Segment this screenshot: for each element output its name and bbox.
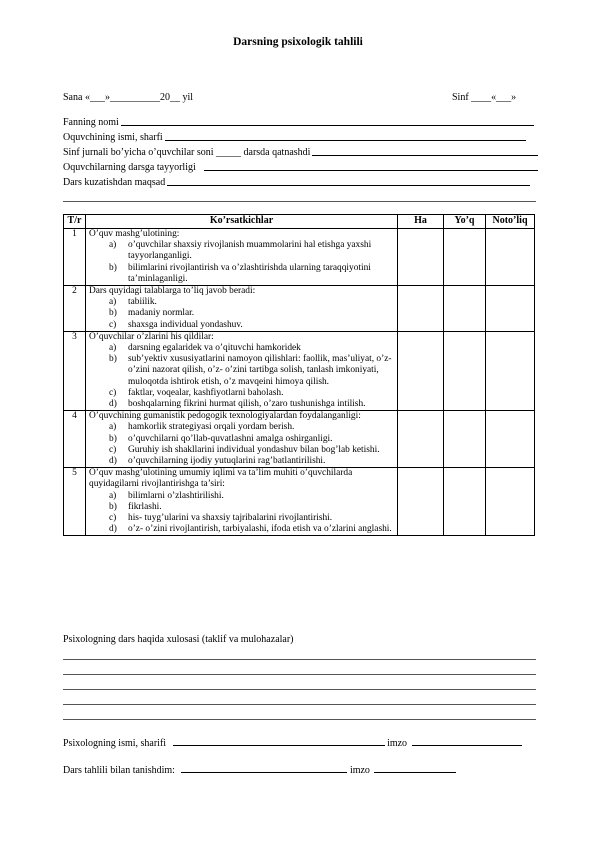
student-name-field[interactable] bbox=[63, 130, 526, 143]
item-text: darsning egalaridek va o’qituvchi hamkoridek bbox=[128, 343, 301, 354]
item-marker: a) bbox=[109, 297, 117, 308]
item-marker: a) bbox=[109, 240, 117, 251]
criteria-cell bbox=[86, 468, 398, 536]
list-item bbox=[89, 308, 394, 319]
item-text: fikrlashi. bbox=[128, 501, 162, 512]
row-number: 5 bbox=[64, 468, 86, 536]
item-text: tabiilik. bbox=[128, 297, 157, 308]
table-row bbox=[64, 331, 535, 410]
readiness-line[interactable] bbox=[204, 170, 538, 171]
row-number: 4 bbox=[64, 411, 86, 468]
subject-name-label: Fanning nomi bbox=[63, 117, 119, 128]
readiness-label: Oquvchilarning darsga tayyorligi bbox=[63, 162, 196, 173]
readiness-field[interactable] bbox=[63, 160, 538, 173]
yes-cell[interactable] bbox=[398, 331, 444, 410]
item-marker: d) bbox=[109, 456, 117, 467]
subject-name-field[interactable] bbox=[63, 115, 534, 128]
list-item bbox=[89, 297, 394, 308]
attendance-line[interactable] bbox=[312, 155, 538, 156]
criteria-table bbox=[63, 214, 535, 536]
psychologist-name-label: Psixologning ismi, sharifi bbox=[63, 738, 167, 749]
no-cell[interactable] bbox=[444, 411, 486, 468]
table-row bbox=[64, 286, 535, 332]
row-number: 2 bbox=[64, 286, 86, 332]
list-item bbox=[89, 388, 394, 399]
item-marker: c) bbox=[109, 387, 117, 398]
item-marker: b) bbox=[109, 501, 117, 512]
item-text: o’z- o’zini rivojlantirish, tarbiyalashi, ifoda etish va o’zlarini anglashi. bbox=[128, 524, 392, 535]
psychologist-sign-line[interactable] bbox=[412, 745, 522, 746]
document-title: Darsning psixologik tahlili bbox=[233, 36, 363, 48]
item-marker: d) bbox=[109, 524, 117, 535]
item-marker: c) bbox=[109, 513, 117, 524]
partial-cell[interactable] bbox=[486, 468, 535, 536]
list-item bbox=[89, 434, 394, 445]
item-marker: d) bbox=[109, 399, 117, 410]
list-item bbox=[89, 399, 394, 410]
familiar-signature-row bbox=[63, 765, 456, 776]
item-text: o’quvchilarning ijodiy yutuqlarini rag’batlantirilishi. bbox=[128, 456, 326, 467]
row-number: 3 bbox=[64, 331, 86, 410]
criteria-heading: O’quvchining gumanistik pedogogik texnologiyalardan foydalanganligi: bbox=[89, 411, 361, 422]
table-row bbox=[64, 411, 535, 468]
familiar-label: Dars tahlili bilan tanishdim: bbox=[63, 765, 175, 776]
attendance-field[interactable] bbox=[63, 145, 538, 158]
list-item bbox=[89, 354, 394, 388]
col-header-number: T/r bbox=[64, 215, 86, 229]
item-text: o’quvchilarni qo’llab-quvatlashni amalga oshirganligi. bbox=[128, 433, 333, 444]
item-marker: a) bbox=[109, 490, 117, 501]
psychologist-signature-row bbox=[63, 738, 522, 749]
item-marker: c) bbox=[109, 444, 117, 455]
partial-cell[interactable] bbox=[486, 411, 535, 468]
list-item bbox=[89, 422, 394, 433]
item-text: madaniy normlar. bbox=[128, 308, 195, 319]
item-text: Guruhiy ish shakllarini individual yondashuv bilan bog’lab ketishi. bbox=[128, 444, 380, 455]
table-header-row bbox=[64, 215, 535, 229]
item-text: o’quvchilar shaxsiy rivojlanish muammolarini hal etishga yaxshi tayyorlanganligi. bbox=[128, 240, 372, 262]
item-text: sub’yektiv xususiyatlarini namoyon qilishlari: faollik, mas’uliyat, o’z- o’zini nazorat qilish, o’z- o’zini tartibga solish, tanlash imkoniyati, muloqotda ishtirok etish, o’z mavqeini himoya qilish. bbox=[128, 354, 392, 387]
item-text: his- tuyg’ularini va shaxsiy tajribalarini rivojlantirishi. bbox=[128, 513, 333, 524]
conclusion-line[interactable] bbox=[63, 689, 536, 690]
conclusion-title: Psixologning dars haqida xulosasi (taklif va mulohazalar) bbox=[63, 634, 294, 645]
familiar-name-line[interactable] bbox=[181, 772, 347, 773]
table-row bbox=[64, 229, 535, 286]
table-row bbox=[64, 468, 535, 536]
yes-cell[interactable] bbox=[398, 286, 444, 332]
sign-label: imzo bbox=[349, 765, 370, 776]
list-item bbox=[89, 524, 394, 535]
attendance-label: Sinf jurnali bo’yicha o’quvchilar soni _____ darsda qatnashdi bbox=[63, 147, 311, 158]
criteria-heading: O’quv mashg’ulotining umumiy iqlimi va ta’lim muhiti o’quvchilarda quyidagilarni rivojlantirishga ta’siri: bbox=[89, 468, 353, 490]
no-cell[interactable] bbox=[444, 331, 486, 410]
item-text: bilimlarni o’zlashtirilishi. bbox=[128, 490, 224, 501]
list-item bbox=[89, 320, 394, 331]
psychologist-name-line[interactable] bbox=[173, 745, 385, 746]
student-name-line[interactable] bbox=[165, 140, 526, 141]
item-marker: c) bbox=[109, 319, 117, 330]
list-item bbox=[89, 456, 394, 467]
list-item bbox=[89, 491, 394, 502]
list-item bbox=[89, 513, 394, 524]
criteria-cell bbox=[86, 229, 398, 286]
col-header-no: Yo’q bbox=[444, 215, 486, 229]
familiar-sign-line[interactable] bbox=[374, 772, 456, 773]
list-item bbox=[89, 502, 394, 513]
yes-cell[interactable] bbox=[398, 229, 444, 286]
criteria-heading: O’quvchilar o’zlarini his qildilar: bbox=[89, 331, 214, 342]
yes-cell[interactable] bbox=[398, 468, 444, 536]
criteria-cell bbox=[86, 286, 398, 332]
criteria-heading: Dars quyidagi talablarga to’liq javob beradi: bbox=[89, 286, 256, 297]
item-marker: b) bbox=[109, 308, 117, 319]
purpose-label: Dars kuzatishdan maqsad bbox=[63, 177, 166, 188]
item-text: faktlar, voqealar, kashfiyotlarni baholash. bbox=[128, 387, 284, 398]
item-text: hamkorlik strategiyasi orqali yordam berish. bbox=[128, 422, 295, 433]
row-number: 1 bbox=[64, 229, 86, 286]
class-field[interactable]: Sinf ____«___» bbox=[452, 92, 517, 103]
item-marker: b) bbox=[109, 262, 117, 273]
item-marker: a) bbox=[109, 343, 117, 354]
conclusion-line[interactable] bbox=[63, 659, 536, 660]
criteria-heading: O’quv mashg’ulotining: bbox=[89, 229, 180, 239]
conclusion-line[interactable] bbox=[63, 719, 536, 720]
no-cell[interactable] bbox=[444, 468, 486, 536]
list-item bbox=[89, 263, 394, 285]
subject-name-line[interactable] bbox=[121, 125, 534, 126]
conclusion-line[interactable] bbox=[63, 674, 536, 675]
date-field[interactable]: Sana «___»__________20__ yil bbox=[63, 92, 193, 103]
criteria-cell bbox=[86, 331, 398, 410]
partial-cell[interactable] bbox=[486, 331, 535, 410]
student-name-label: Oquvchining ismi, sharfi bbox=[63, 132, 163, 143]
col-header-partial: Noto’liq bbox=[486, 215, 535, 229]
item-text: bilimlarini rivojlantirish va o’zlashtirishda ularning taraqqiyotini ta’minlaganligi. bbox=[128, 262, 371, 284]
purpose-line[interactable] bbox=[167, 185, 530, 186]
col-header-yes: Ha bbox=[398, 215, 444, 229]
item-marker: b) bbox=[109, 433, 117, 444]
purpose-extra-line[interactable] bbox=[63, 201, 536, 202]
partial-cell[interactable] bbox=[486, 229, 535, 286]
criteria-cell bbox=[86, 411, 398, 468]
yes-cell[interactable] bbox=[398, 411, 444, 468]
purpose-field[interactable] bbox=[63, 175, 530, 188]
item-marker: a) bbox=[109, 422, 117, 433]
sign-label: imzo bbox=[387, 738, 408, 749]
list-item bbox=[89, 445, 394, 456]
item-marker: b) bbox=[109, 354, 117, 365]
item-text: boshqalarning fikrini hurmat qilish, o’zaro tushunishga intilish. bbox=[128, 399, 366, 410]
item-text: shaxsga individual yondashuv. bbox=[128, 319, 243, 330]
no-cell[interactable] bbox=[444, 286, 486, 332]
col-header-criteria: Ko’rsatkichlar bbox=[86, 215, 398, 229]
partial-cell[interactable] bbox=[486, 286, 535, 332]
no-cell[interactable] bbox=[444, 229, 486, 286]
conclusion-line[interactable] bbox=[63, 704, 536, 705]
list-item bbox=[89, 343, 394, 354]
list-item bbox=[89, 240, 394, 262]
